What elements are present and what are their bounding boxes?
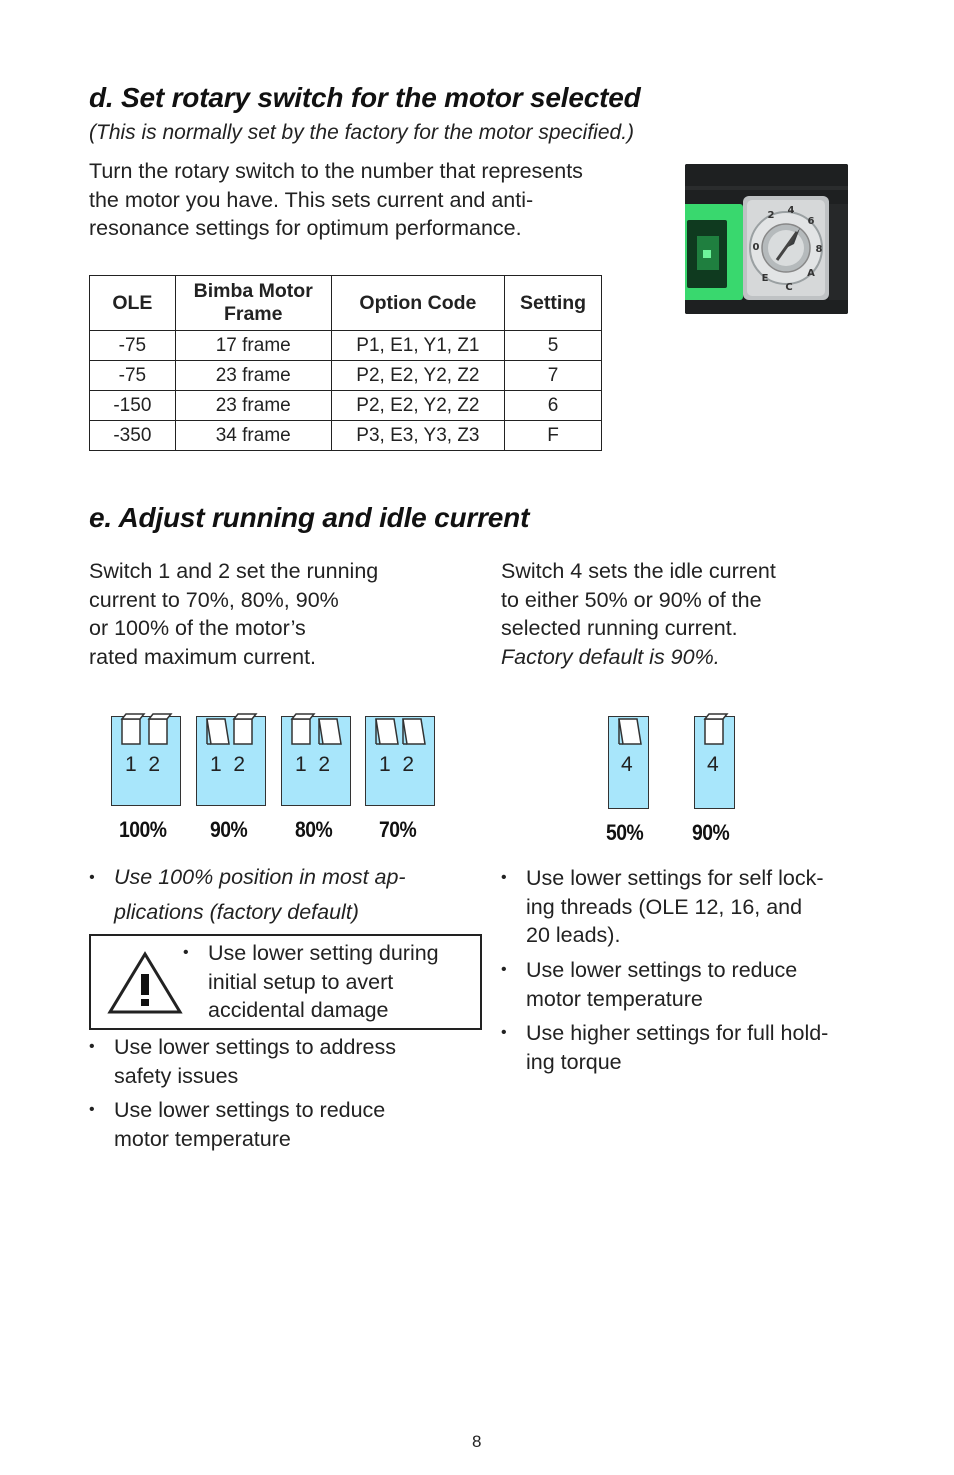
table-header — [175, 276, 331, 331]
dip-switch-80 — [281, 716, 351, 806]
safety-bullet — [89, 1033, 479, 1090]
dial-label: E — [761, 273, 769, 284]
table-cell: 6 — [505, 391, 602, 421]
table-header: Setting — [505, 276, 602, 331]
table-row — [90, 421, 602, 451]
table-cell: F — [505, 421, 602, 451]
table-cell: -75 — [90, 331, 176, 361]
bullet-line: plications (factory default) — [114, 900, 359, 924]
bullet-dot: • — [501, 1024, 507, 1041]
switch-lever-icon — [203, 713, 263, 749]
table-row — [90, 391, 602, 421]
idle-temperature-bullet — [501, 956, 901, 1013]
bullet-text — [114, 1033, 479, 1090]
switch-numbers: 1 2 — [210, 753, 246, 776]
self-locking-bullet — [501, 864, 901, 950]
switch-numbers: 1 2 — [125, 753, 161, 776]
switch-numbers: 1 2 — [295, 753, 331, 776]
bullet-line: Use 100% position in most ap- — [114, 865, 406, 889]
switch-lever-icon — [372, 713, 432, 749]
table-cell: 23 frame — [175, 391, 331, 421]
bullet-dot: • — [183, 944, 189, 961]
holding-torque-bullet — [501, 1019, 901, 1076]
bullet-line: Use higher settings for full hold- — [526, 1021, 829, 1045]
bullet-line: 20 leads). — [526, 923, 621, 947]
page-number: 8 — [472, 1432, 482, 1451]
bullet-line: Use lower settings to address — [114, 1035, 397, 1059]
dip-switch-70 — [365, 716, 435, 806]
dial-label: 0 — [752, 242, 760, 253]
dial-label: A — [807, 268, 815, 279]
bullet-dot: • — [501, 961, 507, 978]
table-cell: -75 — [90, 361, 176, 391]
body-line: current to 70%, 80%, 90% — [89, 587, 339, 612]
bullet-line: accidental damage — [208, 998, 389, 1022]
rotary-switch-photo — [685, 164, 848, 314]
table-cell: P2, E2, Y2, Z2 — [331, 361, 504, 391]
body-line: the motor you have. This sets current and anti- — [89, 187, 534, 212]
body-line: rated maximum current. — [89, 644, 317, 669]
bullet-dot: • — [89, 1101, 95, 1118]
motor-setting-table — [89, 275, 602, 451]
dial-label: 8 — [815, 244, 823, 255]
table-header: OLE — [90, 276, 176, 331]
warning-box — [89, 934, 482, 1030]
bullet-line: Use lower settings to reduce — [526, 958, 798, 982]
warning-bullet — [183, 939, 478, 1025]
bullet-text — [526, 864, 901, 950]
dial-label: 2 — [767, 210, 775, 221]
temperature-bullet — [89, 1096, 479, 1153]
bullet-text — [208, 939, 478, 1025]
table-header-row — [90, 276, 602, 331]
body-line: Switch 4 sets the idle current — [501, 559, 776, 583]
bullet-line: motor temperature — [114, 1126, 291, 1151]
idle-current-description — [501, 557, 881, 671]
bullet-line: ing torque — [526, 1049, 622, 1074]
table-cell: -350 — [90, 421, 176, 451]
section-d-body — [89, 157, 659, 243]
table-row — [90, 361, 602, 391]
bullet-dot: • — [501, 869, 507, 886]
table-cell: P3, E3, Y3, Z3 — [331, 421, 504, 451]
dip-switch-90-idle — [694, 716, 735, 809]
bullet-dot: • — [89, 869, 95, 886]
bullet-text — [526, 1019, 901, 1076]
bullet-line: initial setup to avert — [208, 969, 394, 994]
bullet-line: Use lower settings to reduce — [114, 1098, 386, 1122]
bullet-line: motor temperature — [526, 986, 703, 1011]
body-line: selected running current. — [501, 616, 738, 640]
switch-lever-icon — [701, 713, 731, 749]
running-label-100: 100% — [119, 817, 167, 842]
section-d-heading: d. Set rotary switch for the motor selected — [89, 82, 641, 113]
body-line: Switch 1 and 2 set the running — [89, 559, 379, 583]
table-cell: 17 frame — [175, 331, 331, 361]
running-label-80: 80% — [295, 817, 333, 842]
bullet-line: ing threads (OLE 12, 16, and — [526, 894, 803, 919]
dip-switch-100 — [111, 716, 181, 806]
switch-lever-icon — [288, 713, 348, 749]
table-cell: 23 frame — [175, 361, 331, 391]
running-label-70: 70% — [379, 817, 417, 842]
warning-triangle-icon — [107, 950, 183, 1016]
switch-lever-icon — [118, 713, 178, 749]
switch-numbers: 4 — [621, 753, 633, 776]
switch-numbers: 4 — [707, 753, 719, 776]
table-row — [90, 331, 602, 361]
body-line: Turn the rotary switch to the number that represents — [89, 159, 583, 183]
dip-switch-90 — [196, 716, 266, 806]
bullet-line: Use lower settings for self lock- — [526, 866, 824, 890]
switch-lever-icon — [615, 713, 645, 749]
body-line: to either 50% or 90% of the — [501, 587, 762, 612]
table-header: Option Code — [331, 276, 504, 331]
factory-default-note: Factory default is 90%. — [501, 644, 720, 669]
table-cell: -150 — [90, 391, 176, 421]
table-cell: P1, E1, Y1, Z1 — [331, 331, 504, 361]
bullet-text — [114, 860, 479, 930]
bullet-text — [526, 956, 901, 1013]
rotary-switch-icon — [685, 164, 848, 314]
running-label-90: 90% — [210, 817, 248, 842]
table-cell: P2, E2, Y2, Z2 — [331, 391, 504, 421]
idle-label-90: 90% — [692, 820, 730, 845]
dial-label: 4 — [787, 205, 795, 216]
bullet-text — [114, 1096, 479, 1153]
bullet-line: safety issues — [114, 1063, 239, 1088]
factory-default-bullet — [89, 860, 479, 930]
bullet-dot: • — [89, 1038, 95, 1055]
table-cell: 5 — [505, 331, 602, 361]
switch-numbers: 1 2 — [379, 753, 415, 776]
dial-label: C — [785, 282, 793, 293]
dip-switch-50 — [608, 716, 649, 809]
table-cell: 34 frame — [175, 421, 331, 451]
running-current-description — [89, 557, 469, 671]
section-d-subtitle: (This is normally set by the factory for the motor specified.) — [89, 121, 635, 144]
idle-label-50: 50% — [606, 820, 644, 845]
table-header-text: Bimba Motor Frame — [193, 280, 313, 325]
body-line: resonance settings for optimum performance. — [89, 216, 522, 240]
dial-label: 6 — [807, 216, 815, 227]
bullet-line: Use lower setting during — [208, 941, 439, 965]
body-line: or 100% of the motor’s — [89, 616, 306, 640]
table-cell: 7 — [505, 361, 602, 391]
section-e-heading: e. Adjust running and idle current — [89, 502, 530, 533]
